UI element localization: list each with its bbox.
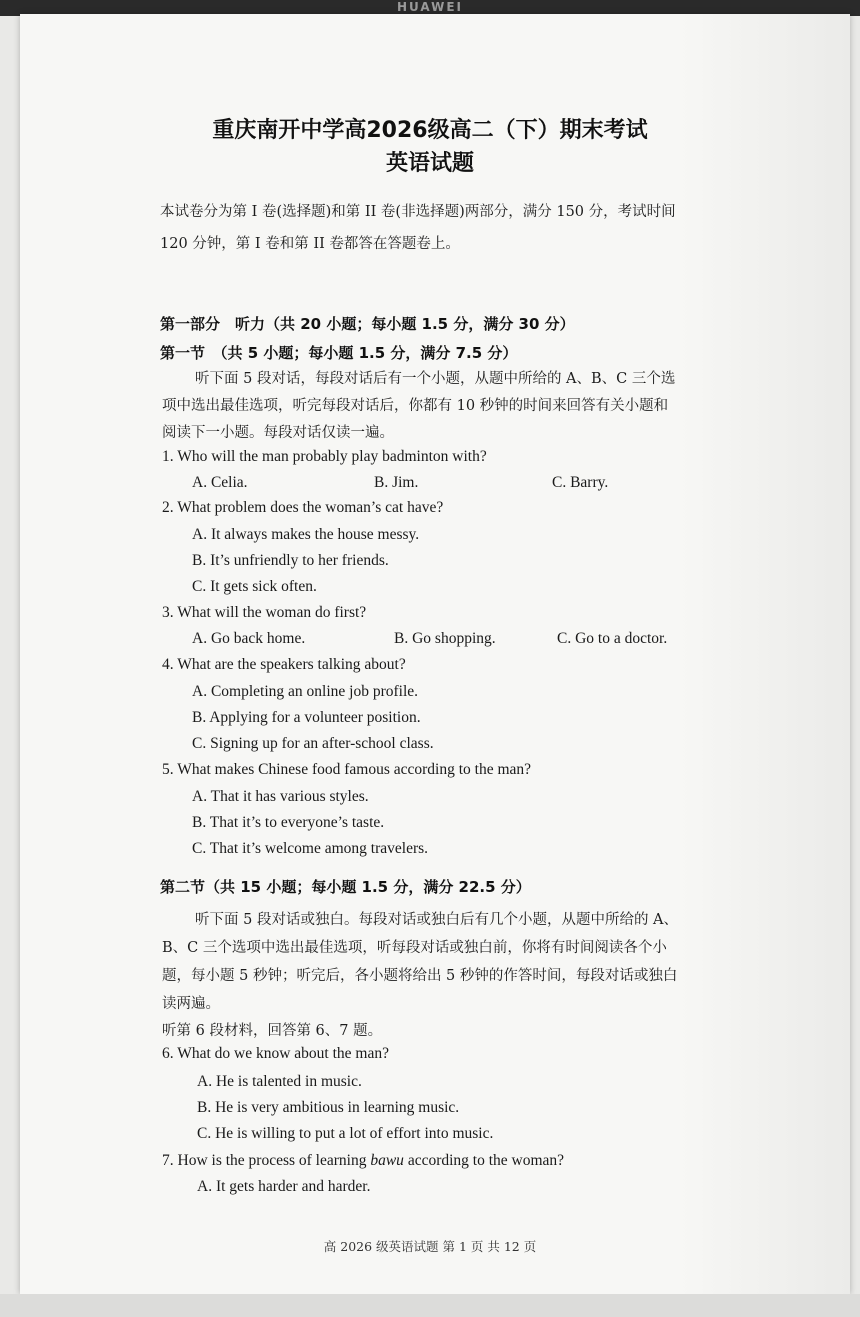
question-2-option-a: A. It always makes the house messy. bbox=[192, 526, 420, 543]
question-3-option-c: C. Go to a doctor. bbox=[557, 630, 668, 647]
device-brand-label: HUAWEI bbox=[396, 0, 464, 14]
question-7-stem-post: according to the woman? bbox=[403, 1152, 565, 1169]
question-6-option-c: C. He is willing to put a lot of effort into music. bbox=[197, 1125, 494, 1142]
material-note: 听第 6 段材料，回答第 6、7 题。 bbox=[162, 1023, 383, 1039]
desk-surface bbox=[0, 1294, 860, 1317]
question-1-option-a: A. Celia. bbox=[192, 474, 248, 491]
question-5-stem: 5. What makes Chinese food famous according to the man? bbox=[162, 761, 532, 778]
intro-line-2: 120 分钟，第 I 卷和第 II 卷都答在答题卷上。 bbox=[160, 236, 460, 252]
section2-directions-line-3: 题，每小题 5 秒钟；听完后，各小题将给出 5 秒钟的作答时间，每段对话或独白 bbox=[162, 968, 678, 984]
section2-heading: 第二节（共 15 小题；每小题 1.5 分，满分 22.5 分） bbox=[160, 878, 531, 896]
page-fade-shadow bbox=[680, 14, 850, 1294]
question-2-stem: 2. What problem does the woman’s cat have? bbox=[162, 499, 444, 516]
page-footer: 高 2026 级英语试题 第 1 页 共 12 页 bbox=[323, 1239, 537, 1254]
part1-heading: 第一部分 听力（共 20 小题；每小题 1.5 分，满分 30 分） bbox=[160, 315, 575, 333]
question-5-option-b: B. That it’s to everyone’s taste. bbox=[192, 814, 385, 831]
question-4-option-c: C. Signing up for an after-school class. bbox=[192, 735, 434, 752]
section2-directions-line-1: 听下面 5 段对话或独白。每段对话或独白后有几个小题，从题中所给的 A、 bbox=[195, 912, 679, 928]
page-title: 重庆南开中学高2026级高二（下）期末考试 bbox=[212, 118, 648, 143]
question-2-option-b: B. It’s unfriendly to her friends. bbox=[192, 552, 389, 569]
question-3-option-a: A. Go back home. bbox=[192, 630, 306, 647]
question-7-stem bbox=[162, 1152, 564, 1170]
question-5-option-a: A. That it has various styles. bbox=[192, 788, 369, 805]
section1-directions-line-3: 阅读下一小题。每段对话仅读一遍。 bbox=[162, 425, 394, 441]
section2-directions-line-2: B、C 三个选项中选出最佳选项，听每段对话或独白前，你将有时间阅读各个小 bbox=[162, 940, 667, 956]
question-2-option-c: C. It gets sick often. bbox=[192, 578, 317, 595]
question-4-option-a: A. Completing an online job profile. bbox=[192, 683, 419, 700]
question-6-option-a: A. He is talented in music. bbox=[197, 1073, 362, 1090]
question-7-option-a: A. It gets harder and harder. bbox=[197, 1178, 371, 1195]
section1-heading: 第一节 （共 5 小题；每小题 1.5 分，满分 7.5 分） bbox=[160, 344, 518, 362]
question-4-stem: 4. What are the speakers talking about? bbox=[162, 656, 406, 673]
section2-directions-line-4: 读两遍。 bbox=[162, 996, 220, 1012]
question-6-option-b: B. He is very ambitious in learning music. bbox=[197, 1099, 460, 1116]
section1-directions-line-2: 项中选出最佳选项，听完每段对话后，你都有 10 秒钟的时间来回答有关小题和 bbox=[162, 398, 669, 414]
question-7-stem-italic: bawu bbox=[370, 1152, 404, 1169]
question-1-stem: 1. Who will the man probably play badminton with? bbox=[162, 448, 487, 465]
page-subtitle: 英语试题 bbox=[385, 151, 474, 176]
question-3-stem: 3. What will the woman do first? bbox=[162, 604, 367, 621]
question-7-stem-pre: 7. How is the process of learning bbox=[162, 1152, 371, 1169]
question-6-stem: 6. What do we know about the man? bbox=[162, 1045, 389, 1062]
question-1-option-c: C. Barry. bbox=[552, 474, 609, 491]
question-4-option-b: B. Applying for a volunteer position. bbox=[192, 709, 421, 726]
intro-line-1: 本试卷分为第 I 卷(选择题)和第 II 卷(非选择题)两部分，满分 150 分，考试时间 bbox=[160, 204, 676, 220]
question-1-option-b: B. Jim. bbox=[374, 474, 419, 491]
section1-directions-line-1: 听下面 5 段对话，每段对话后有一个小题，从题中所给的 A、B、C 三个选 bbox=[195, 371, 676, 387]
question-3-option-b: B. Go shopping. bbox=[394, 630, 496, 647]
question-5-option-c: C. That it’s welcome among travelers. bbox=[192, 840, 429, 857]
